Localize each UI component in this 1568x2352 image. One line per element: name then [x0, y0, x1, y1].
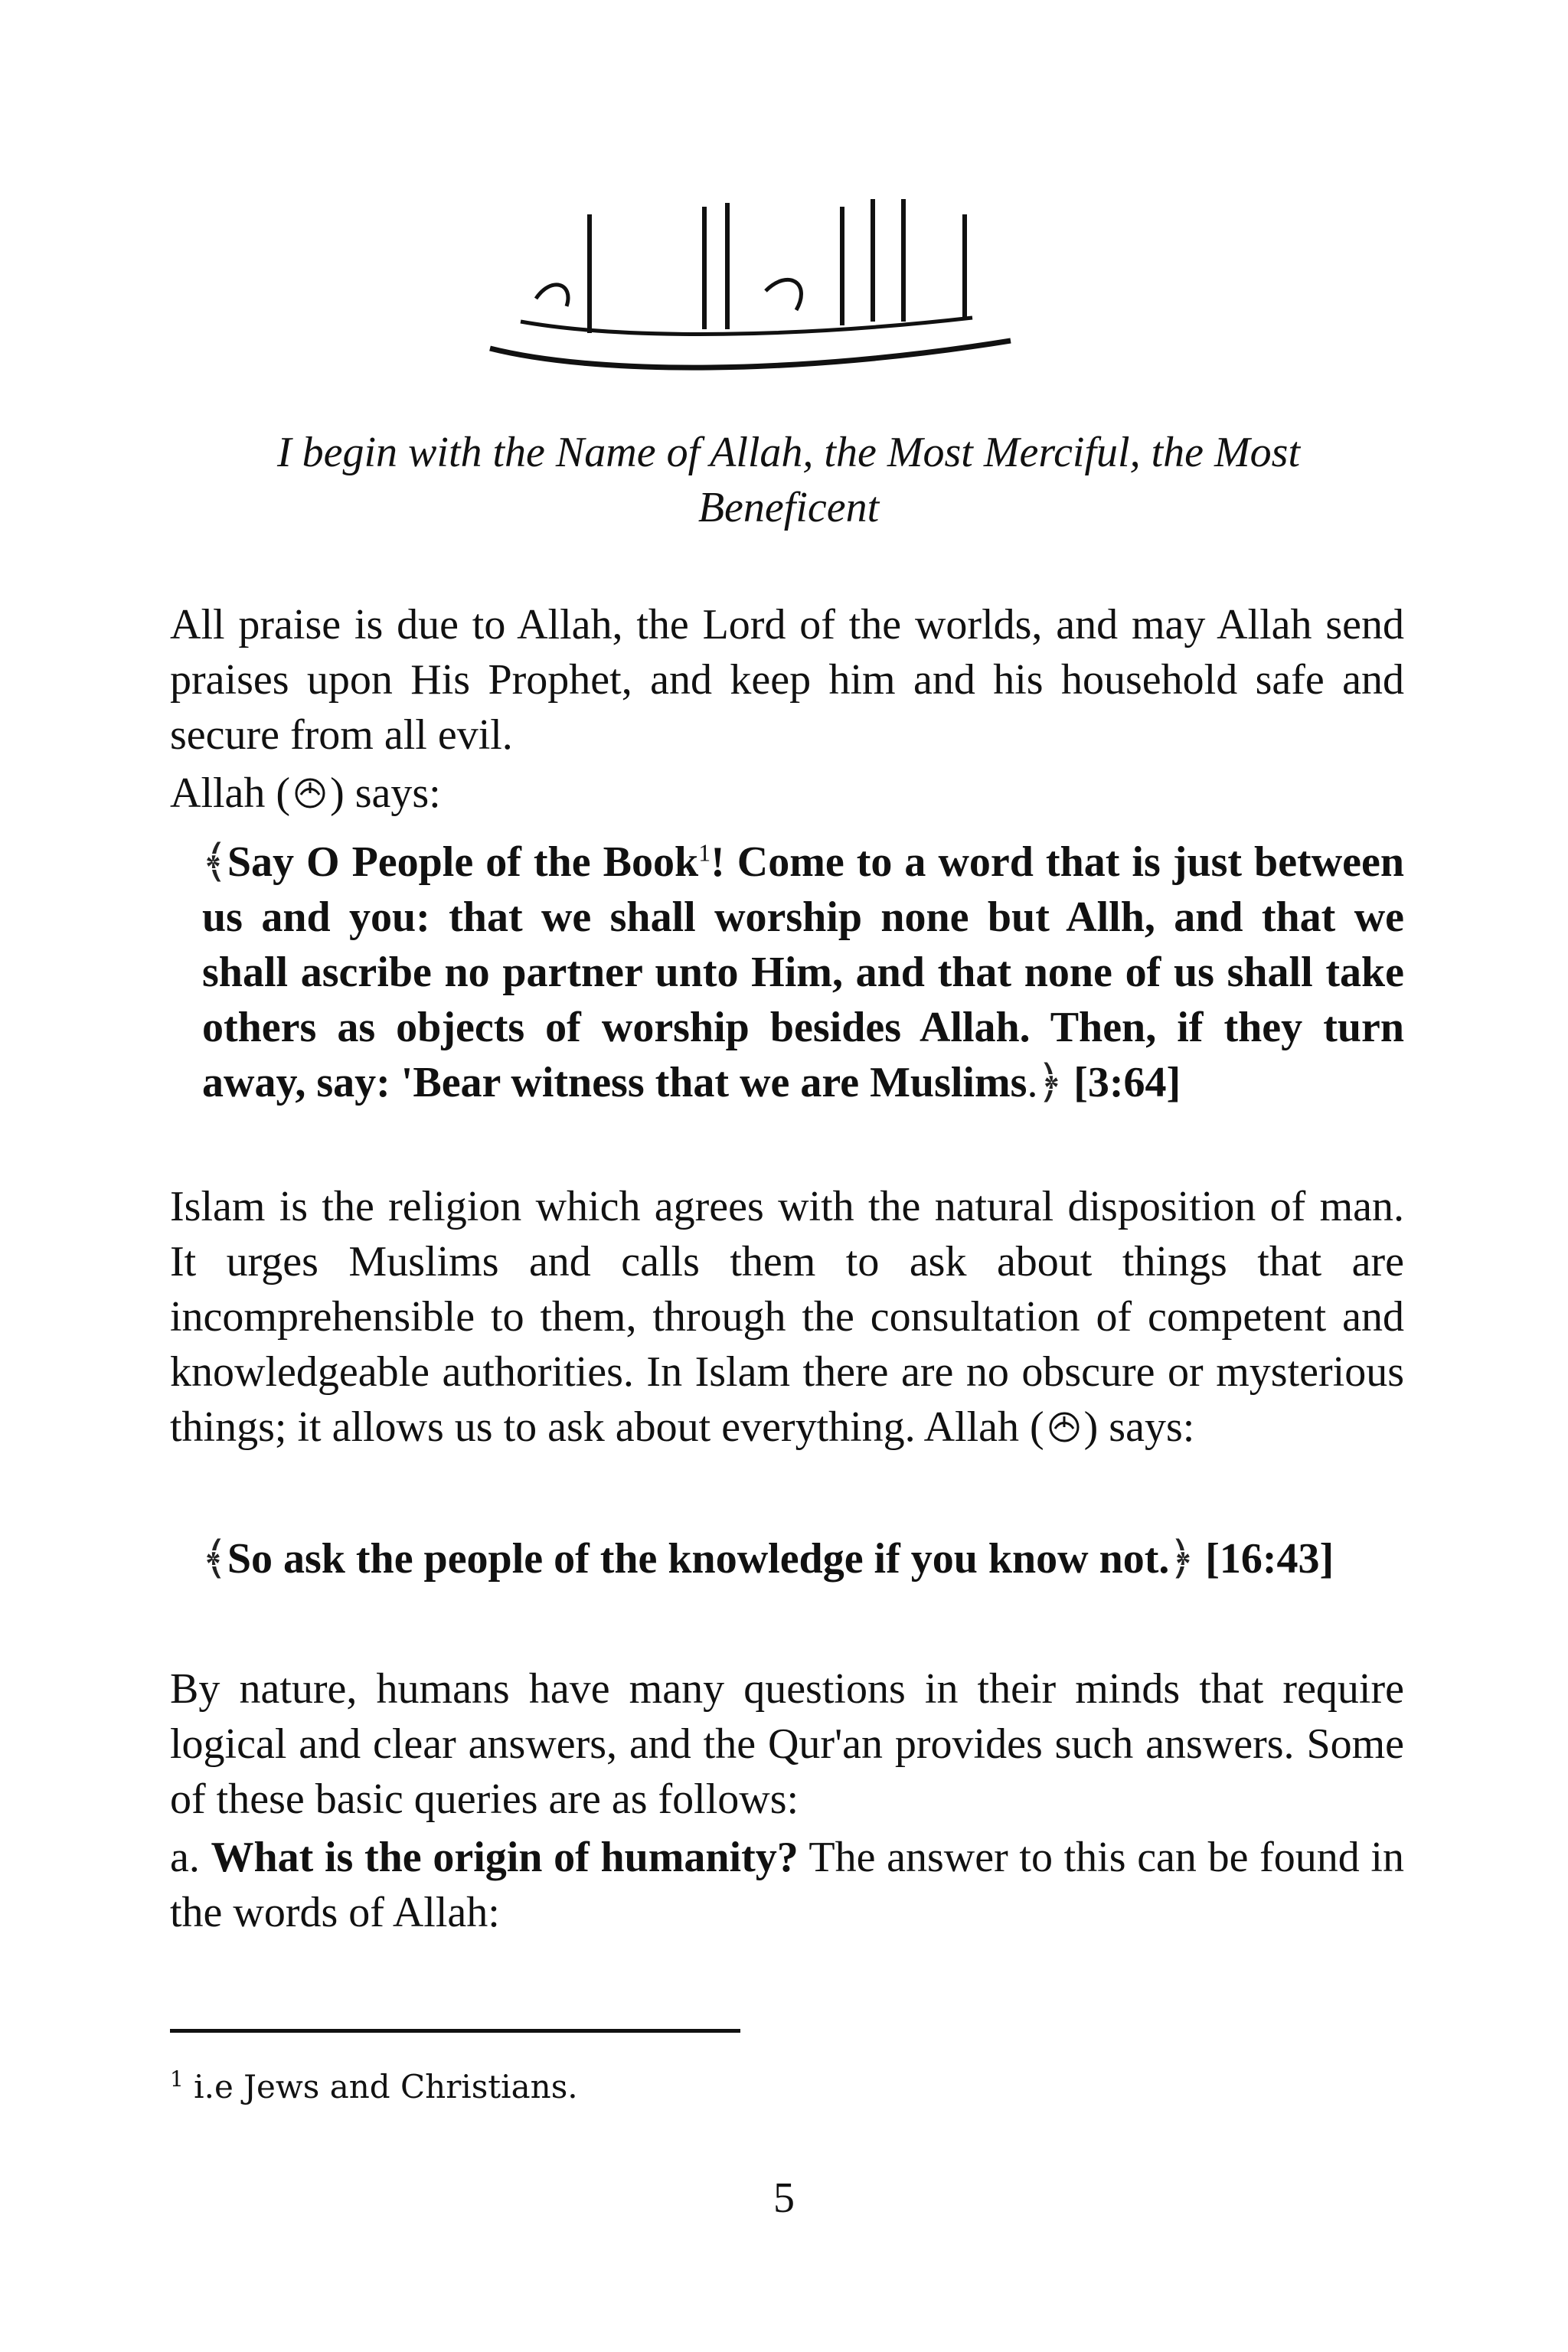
says-after: ) says:	[1083, 1403, 1195, 1451]
intro-italic	[214, 425, 1363, 535]
paragraph-praise: All praise is due to Allah, the Lord of the worlds, and may Allah send praises upon His Prophet, and keep him and his household safe and secure from all evil.	[170, 601, 1404, 759]
ornate-bracket-open: ﴾	[201, 1534, 228, 1584]
ornate-bracket-close: ﴿	[1168, 1534, 1196, 1584]
quran-verse-16-43	[202, 1531, 1404, 1586]
verse-reference: [16:43]	[1205, 1535, 1334, 1583]
question-bold: What is the origin of humanity?	[211, 1834, 799, 1881]
honorific-glyph	[290, 773, 330, 813]
footnote	[170, 2058, 1395, 2109]
intro-line-2: Beneficent	[697, 484, 880, 531]
question-label: a.	[170, 1834, 211, 1881]
question-rest: The answer to this can be found in the words of Allah:	[170, 1834, 1404, 1936]
paragraph-nature: By nature, humans have many questions in their minds that require logical and clear answers, and the Qur'an provides such answers. Some of these basic queries are as follows:	[170, 1665, 1404, 1823]
verse-text-b: ! Come to a word that is just between us and you: that we shall worship none but Allh, and that we shall ascribe no partner unto Him, and that none of us shall take others as objects of worship besides Allah. Then, if they turn away, say: 'Bear witness that we are Muslims	[202, 838, 1404, 1106]
footnote-number: 1	[170, 2066, 184, 2092]
islam-text: Islam is the religion which agrees with the natural disposition of man. It urges Muslims and calls them to ask about things that are incomprehensible to them, through the consultation of competent and knowledgeable authorities. In Islam there are no obscure or mysterious things; it allows us to ask about everything. Allah (	[170, 1183, 1404, 1451]
quran-verse-3-64	[202, 835, 1404, 1110]
verse-end-dot: .	[1027, 1059, 1038, 1106]
says-after: ) says:	[330, 769, 441, 817]
verse-reference: [3:64]	[1073, 1059, 1181, 1106]
footnote-text: i.e Jews and Christians.	[183, 2068, 578, 2105]
intro-line-1: I begin with the Name of Allah, the Most Merciful, the Most	[276, 429, 1301, 476]
allah-says-1	[170, 766, 1404, 821]
verse-text: So ask the people of the knowledge if you know not.	[227, 1535, 1170, 1583]
paragraph-islam	[170, 1179, 1404, 1455]
basmala-calligraphy	[475, 184, 1026, 383]
verse-text-a: Say O People of the Book	[227, 838, 699, 886]
footnote-marker: 1	[698, 838, 711, 867]
honorific-glyph	[1044, 1407, 1084, 1447]
footnote-divider	[170, 2029, 740, 2033]
ornate-bracket-open: ﴾	[201, 837, 228, 887]
ornate-bracket-close: ﴿	[1037, 1057, 1064, 1108]
says-before: Allah (	[170, 769, 291, 817]
question-a	[170, 1830, 1404, 1940]
page-number: 5	[773, 2174, 795, 2222]
